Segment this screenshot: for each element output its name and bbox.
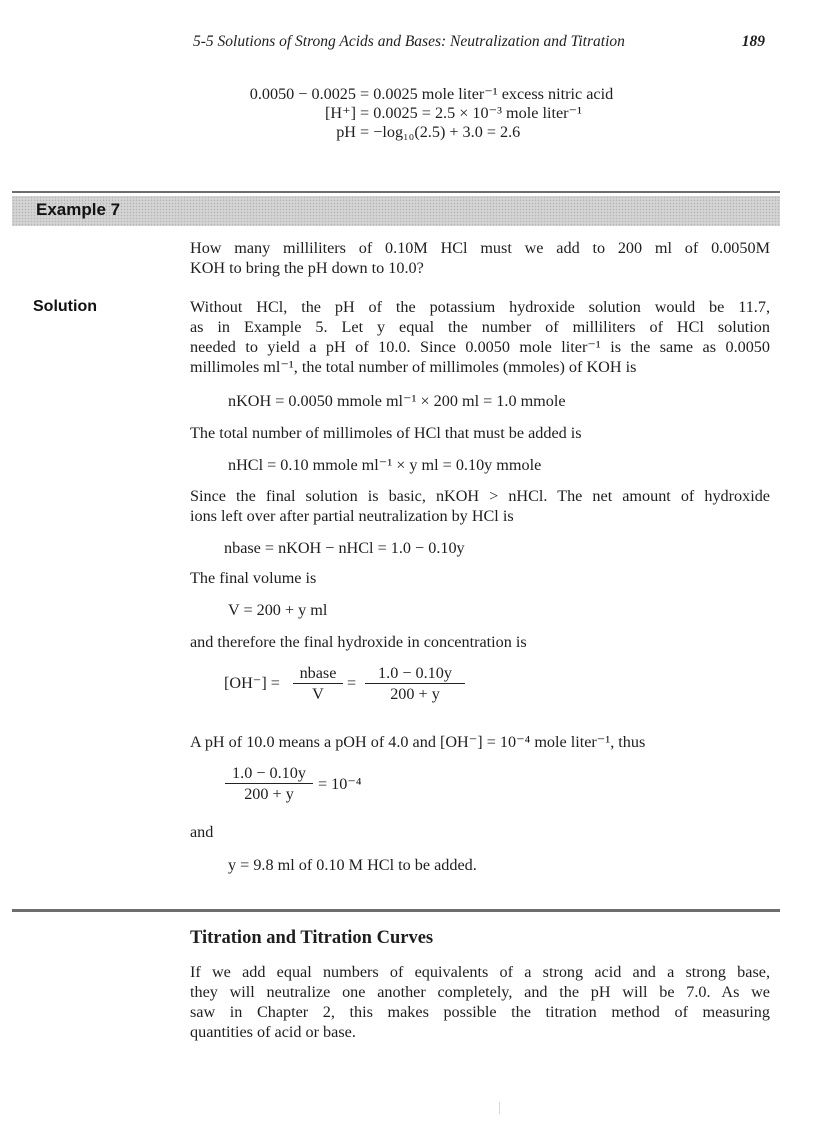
equation-right: = −log₁₀(2.5) + 3.0 = 2.6 bbox=[360, 123, 521, 141]
equation-right: = 0.0025 mole liter⁻¹ excess nitric acid bbox=[360, 85, 614, 103]
page-mark bbox=[499, 1102, 500, 1114]
example-label: Example 7 bbox=[36, 200, 121, 219]
fraction-nbase-v bbox=[293, 663, 343, 704]
text-line: saw in Chapter 2, this makes possible the titration method of measuring bbox=[190, 1003, 770, 1021]
text-line: millimoles ml⁻¹, the total number of millimoles (mmoles) of KOH is bbox=[190, 358, 637, 376]
section-title: Titration and Titration Curves bbox=[190, 928, 434, 948]
example-bar bbox=[12, 196, 780, 226]
text-line: How many milliliters of 0.10M HCl must we add to 200 ml of 0.0050M bbox=[190, 239, 770, 257]
ratio-rhs: = 10⁻⁴ bbox=[318, 775, 362, 793]
section-body bbox=[190, 962, 770, 1042]
fraction-denominator: V bbox=[312, 685, 324, 703]
text-line: needed to yield a pH of 10.0. Since 0.0050 mole liter⁻¹ is the same as 0.0050 bbox=[190, 338, 770, 356]
section-rule bbox=[12, 909, 780, 912]
text-basic bbox=[190, 486, 770, 526]
fraction-ratio bbox=[225, 763, 313, 804]
text-line: ions left over after partial neutralization by HCl is bbox=[190, 507, 514, 525]
equals-sign: = bbox=[347, 674, 357, 692]
text-hcl bbox=[190, 423, 770, 443]
text-line: and therefore the final hydroxide in concentration is bbox=[190, 633, 527, 651]
header-title: 5-5 Solutions of Strong Acids and Bases: Neutralization and Titration bbox=[193, 33, 625, 50]
example-top-rule bbox=[12, 191, 780, 193]
text-line: Without HCl, the pH of the potassium hydroxide solution would be 11.7, bbox=[190, 298, 770, 316]
equation-volume: V = 200 + y ml bbox=[228, 601, 328, 619]
fraction-concentration bbox=[365, 663, 465, 704]
equation-oh-lhs: [OH⁻] = bbox=[224, 674, 280, 692]
solution-intro bbox=[190, 297, 770, 377]
text-line: A pH of 10.0 means a pOH of 4.0 and [OH⁻] = 10⁻⁴ mole liter⁻¹, thus bbox=[190, 733, 646, 751]
text-line: KOH to bring the pH down to 10.0? bbox=[190, 259, 424, 277]
equation-row bbox=[228, 103, 688, 122]
equation-row bbox=[228, 84, 688, 103]
equation-left: pH bbox=[336, 123, 356, 141]
fraction-numerator: nbase bbox=[299, 664, 337, 682]
example-question bbox=[190, 238, 770, 278]
running-header bbox=[193, 32, 777, 54]
text-line: The final volume is bbox=[190, 569, 317, 587]
equation-result: y = 9.8 ml of 0.10 M HCl to be added. bbox=[228, 856, 477, 874]
fraction-numerator: 1.0 − 0.10y bbox=[378, 664, 452, 682]
text-line: they will neutralize one another completely, and the pH will be 7.0. As we bbox=[190, 983, 770, 1001]
fraction-denominator: 200 + y bbox=[244, 785, 294, 803]
equation-n-base: nbase = nKOH − nHCl = 1.0 − 0.10y bbox=[224, 539, 465, 557]
text-line: and bbox=[190, 823, 214, 841]
top-equations bbox=[228, 84, 688, 141]
text-line: The total number of millimoles of HCl that must be added is bbox=[190, 424, 582, 442]
equation-right: = 0.0025 = 2.5 × 10⁻³ mole liter⁻¹ bbox=[360, 104, 582, 122]
equation-left: 0.0050 − 0.0025 bbox=[249, 85, 356, 103]
fraction-numerator: 1.0 − 0.10y bbox=[232, 764, 306, 782]
text-line: quantities of acid or base. bbox=[190, 1023, 356, 1041]
text-line: as in Example 5. Let y equal the number of milliliters of HCl solution bbox=[190, 318, 770, 336]
text-concentration bbox=[190, 632, 770, 652]
text-volume bbox=[190, 568, 770, 588]
solution-label: Solution bbox=[33, 298, 97, 315]
text-and bbox=[190, 822, 770, 842]
equation-left: [H⁺] bbox=[324, 104, 356, 122]
fraction-denominator: 200 + y bbox=[390, 685, 440, 703]
text-line: Since the final solution is basic, nKOH > nHCl. The net amount of hydroxide bbox=[190, 487, 770, 505]
equation-n-hcl: nHCl = 0.10 mmole ml⁻¹ × y ml = 0.10y mmole bbox=[228, 456, 542, 474]
equation-row bbox=[228, 122, 688, 141]
text-ph bbox=[190, 732, 770, 752]
page-number: 189 bbox=[741, 33, 765, 50]
text-line: If we add equal numbers of equivalents of a strong acid and a strong base, bbox=[190, 963, 770, 981]
equation-n-koh: nKOH = 0.0050 mmole ml⁻¹ × 200 ml = 1.0 mmole bbox=[228, 392, 566, 410]
